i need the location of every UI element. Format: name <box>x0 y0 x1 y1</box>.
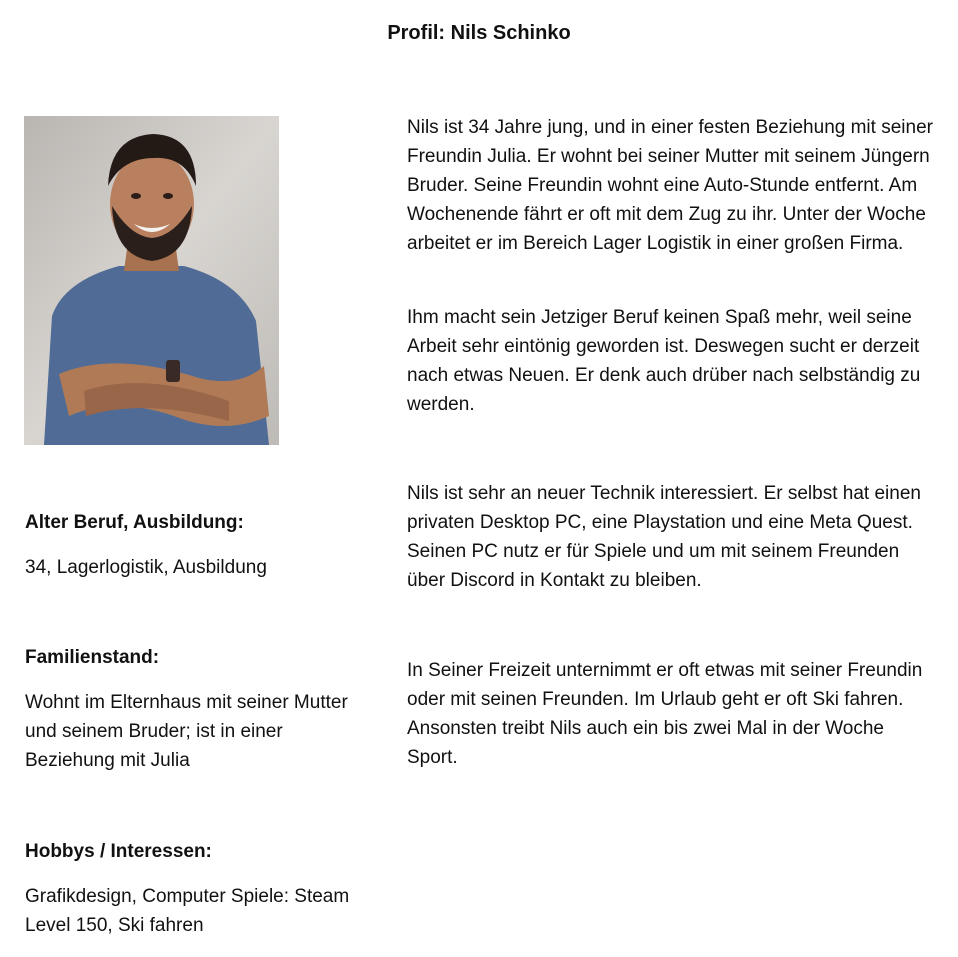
family-section <box>25 643 355 775</box>
job-section <box>25 508 355 582</box>
person-photo-icon <box>24 116 279 445</box>
hobbies-value: Grafikdesign, Computer Spiele: Steam Level 150, Ski fahren <box>25 886 350 936</box>
bio-paragraph-3: Nils ist sehr an neuer Technik interessiert. Er selbst hat einen privaten Desktop PC, eine Playstation und eine Meta Quest. Seinen PC nutz er für Spiele und um mit seinem Freunden über Discord in Kontakt zu bleiben. <box>407 483 921 591</box>
profile-photo <box>24 116 279 445</box>
bio-paragraph-2: Ihm macht sein Jetziger Beruf keinen Spaß mehr, weil seine Arbeit sehr eintönig geworden ist. Deswegen sucht er derzeit nach etwas Neuen. Er denk auch drüber nach selbständig zu werden. <box>407 307 921 415</box>
family-heading: Familienstand: <box>25 647 160 668</box>
bio-paragraph-1: Nils ist 34 Jahre jung, und in einer festen Beziehung mit seiner Freundin Julia. Er wohnt bei seiner Mutter mit seinem Jüngern Bruder. Seine Freundin wohnt eine Auto-Stunde entfernt. Am Wochenende fährt er oft mit dem Zug zu ihr. Unter der Woche arbeitet er im Bereich Lager Logistik in einer großen Firma. <box>407 117 933 254</box>
hobbies-section <box>25 837 355 940</box>
hobbies-heading: Hobbys / Interessen: <box>25 841 212 862</box>
job-value: 34, Lagerlogistik, Ausbildung <box>25 557 267 578</box>
page-title: Profil: Nils Schinko <box>387 22 571 44</box>
family-value: Wohnt im Elternhaus mit seiner Mutter und seinem Bruder; ist in einer Beziehung mit Julia <box>25 692 348 771</box>
job-heading: Alter Beruf, Ausbildung: <box>25 512 244 533</box>
bio-paragraph-4: In Seiner Freizeit unternimmt er oft etwas mit seiner Freundin oder mit seinen Freunden. Im Urlaub geht er oft Ski fahren. Ansonsten treibt Nils auch ein bis zwei Mal in der Woche Sport. <box>407 660 923 768</box>
